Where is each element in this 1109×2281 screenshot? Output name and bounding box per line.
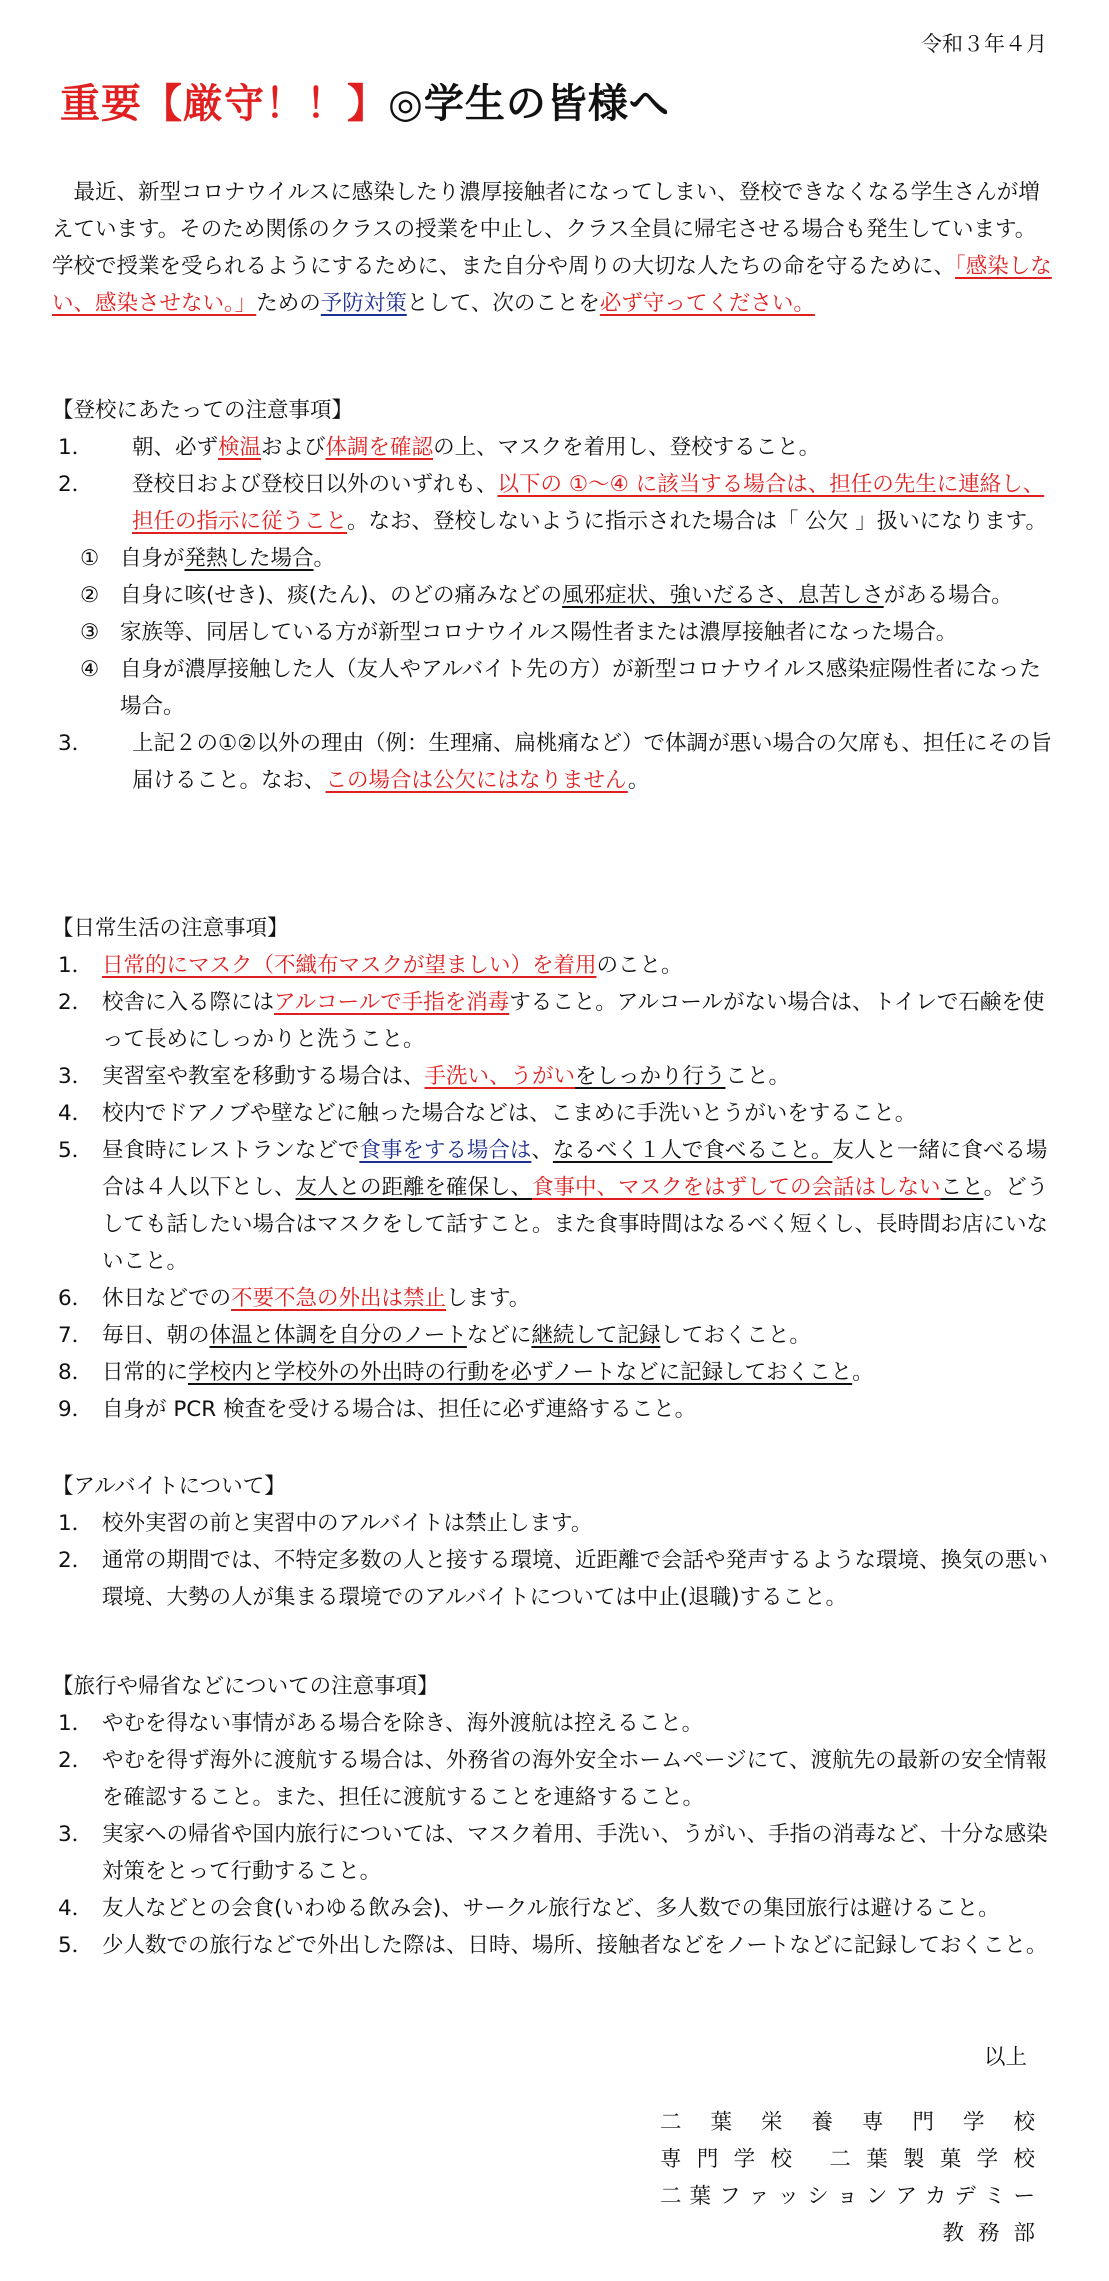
- sub-item: [52, 540, 1062, 577]
- intro-keyword: 予防対策: [320, 291, 407, 316]
- item-text: しておくこと。: [660, 1323, 811, 1348]
- item-text: 校内でドアノブや壁などに触った場合などは、こまめに手洗いとうがいをすること。: [102, 1101, 917, 1126]
- item-number: 3．: [58, 731, 94, 756]
- item-text: やむを得ず海外に渡航する場合は、外務省の海外安全ホームページにて、渡航先の最新の安全情報を確認すること。また、担任に渡航することを連絡すること。: [102, 1748, 1048, 1810]
- item-text: がある場合。: [883, 583, 1013, 608]
- section-heading: 【日常生活の注意事項】: [52, 916, 289, 941]
- list-item: [52, 429, 1062, 466]
- item-number: 2．: [58, 990, 94, 1015]
- item-text: および: [261, 435, 326, 460]
- section-daily-life: [52, 910, 1062, 1428]
- intro-paragraph: [52, 174, 1052, 322]
- list-item: [52, 1705, 1062, 1742]
- list-item: [52, 466, 1062, 540]
- item-text: などに: [466, 1323, 532, 1348]
- item-text: 休日などでの: [102, 1286, 232, 1311]
- sub-item-number: ④: [80, 657, 100, 682]
- intro-text: として、次のことを: [406, 291, 600, 316]
- sub-item: [52, 577, 1062, 614]
- item-emphasis: 発熱した場合: [184, 546, 314, 571]
- list-item: [52, 1816, 1062, 1890]
- list-item: [52, 947, 1062, 984]
- sub-item-number: ①: [80, 546, 100, 571]
- item-number: 2．: [58, 1748, 94, 1773]
- item-number: 1．: [58, 1711, 94, 1736]
- item-number: 3．: [58, 1822, 94, 1847]
- intro-text: 最近、新型コロナウイルスに感染したり濃厚接触者になってしまい、登校できなくなる学生さんが増えています。そのため関係のクラスの授業を中止し、クラス全員に帰宅させる場合も発生しています。学校で授業を受られるようにするために、また自分や周りの大切な人たちの命を守るために、: [52, 180, 1040, 279]
- list-item: [52, 1742, 1062, 1816]
- item-emphasis: 日常的にマスク（不織布マスクが望ましい）を着用: [102, 953, 597, 978]
- item-text: 実家への帰省や国内旅行については、マスク着用、手洗い、うがい、手指の消毒など、十分な感染対策をとって行動すること。: [102, 1822, 1048, 1884]
- list-item: [52, 1505, 1062, 1542]
- item-text: 登校日および登校日以外のいずれも、: [132, 472, 498, 497]
- list-item: [52, 1542, 1062, 1616]
- item-emphasis: なるべく１人で食べること。: [552, 1138, 833, 1163]
- org-name: 二葉ファッションアカデミー: [660, 2184, 1035, 2209]
- intro-slogan: 「感染しない、感染させない。」: [52, 254, 1052, 316]
- list-item: [52, 1391, 1062, 1428]
- intro-emphasis: 必ず守ってください。: [599, 291, 815, 316]
- item-emphasis: こと: [940, 1175, 984, 1200]
- list-item: [52, 725, 1062, 799]
- section-heading: 【登校にあたっての注意事項】: [52, 398, 354, 423]
- item-text: 通常の期間では、不特定多数の人と接する環境、近距離で会話や発声するような環境、換気の悪い環境、大勢の人が集まる環境でのアルバイトについては中止(退職)すること。: [102, 1548, 1049, 1610]
- item-emphasis: アルコールで手指を消毒: [274, 990, 510, 1015]
- sub-item: [52, 614, 1062, 651]
- item-number: 1．: [58, 953, 94, 978]
- list-item: [52, 1890, 1062, 1927]
- sub-item-number: ③: [80, 620, 100, 645]
- item-text: 校外実習の前と実習中のアルバイトは禁止します。: [102, 1511, 593, 1536]
- item-text: 自身が濃厚接触した人（友人やアルバイト先の方）が新型コロナウイルス感染症陽性者になった場合。: [120, 657, 1041, 719]
- section-heading: 【旅行や帰省などについての注意事項】: [52, 1674, 439, 1699]
- item-emphasis: この場合は公欠にはなりません: [325, 768, 628, 793]
- item-emphasis: 風邪症状、強いだるさ、息苦しさ: [562, 583, 884, 608]
- item-text: 朝、必ず: [132, 435, 219, 460]
- sub-item: [52, 651, 1062, 725]
- item-emphasis: 学校内と学校外の外出時の行動を必ずノートなどに記録しておくこと: [188, 1360, 853, 1385]
- section-heading: 【アルバイトについて】: [52, 1474, 286, 1499]
- item-number: 9．: [58, 1397, 94, 1422]
- page-title: [60, 72, 670, 129]
- item-text: 自身が PCR 検査を受ける場合は、担任に必ず連絡すること。: [102, 1397, 697, 1422]
- intro-text: ための: [256, 291, 321, 316]
- item-emphasis: をしっかり行う: [575, 1064, 726, 1089]
- sub-item-number: ②: [80, 583, 100, 608]
- item-number: 7．: [58, 1323, 94, 1348]
- item-text: すること。アルコールがない場合は、トイレで石鹸を使って長めにしっかりと洗うこと。: [102, 990, 1045, 1052]
- item-emphasis: 以下の ①～④ に該当する場合は、担任の先生に連絡し、担任の指示に従うこと: [132, 472, 1045, 534]
- title-main: ◎学生の皆様へ: [388, 81, 670, 127]
- list-item: [52, 1280, 1062, 1317]
- item-text: 。どうしても話したい場合はマスクをして話すこと。また食事時間はなるべく短くし、長時間お店にいないこと。: [102, 1175, 1049, 1274]
- closing-mark: 以上: [983, 2045, 1027, 2070]
- item-number: 5．: [58, 1138, 94, 1163]
- item-number: 4．: [58, 1896, 94, 1921]
- item-text: 上記２の①②以外の理由（例：生理痛、扁桃痛など）で体調が悪い場合の欠席も、担任にその旨届けること。なお、: [132, 731, 1053, 793]
- item-text: します。: [446, 1286, 531, 1311]
- item-text: 毎日、朝の: [102, 1323, 210, 1348]
- item-text: 。なお、登校しないように指示された場合は「 公欠 」扱いになります。: [347, 509, 1047, 534]
- item-emphasis: 継続して記録: [531, 1323, 661, 1348]
- item-text: 自身に咳(せき)、痰(たん)、のどの痛みなどの: [120, 583, 563, 608]
- item-emphasis: 不要不急の外出は禁止: [231, 1286, 447, 1311]
- item-text: 自身が: [120, 546, 185, 571]
- item-emphasis: 体温と体調を自分のノート: [209, 1323, 467, 1348]
- issue-date: 令和３年４月: [921, 32, 1047, 56]
- item-number: 1．: [58, 1511, 94, 1536]
- list-item: [52, 1354, 1062, 1391]
- item-number: 6．: [58, 1286, 94, 1311]
- item-emphasis: 食事中、マスクをはずしての会話はしない: [532, 1175, 941, 1200]
- item-number: 5．: [58, 1933, 94, 1958]
- item-text: 少人数での旅行などで外出した際は、日時、場所、接触者などをノートなどに記録しておくこと。: [102, 1933, 1048, 1958]
- item-text: の上、マスクを着用し、登校すること。: [433, 435, 821, 460]
- item-text: 家族等、同居している方が新型コロナウイルス陽性者または濃厚接触者になった場合。: [120, 620, 958, 645]
- item-emphasis: 手洗い、うがい: [424, 1064, 576, 1089]
- item-number: 4．: [58, 1101, 94, 1126]
- org-name: 専門学校 二葉製菓学校: [660, 2147, 1035, 2172]
- item-emphasis: 体調を確認: [325, 435, 434, 460]
- item-text: 校舎に入る際には: [102, 990, 275, 1015]
- item-text: 。: [627, 768, 650, 793]
- item-emphasis: 検温: [218, 435, 262, 460]
- list-item: [52, 1927, 1062, 1964]
- item-text: 実習室や教室を移動する場合は、: [102, 1064, 425, 1089]
- item-text: 。: [852, 1360, 874, 1385]
- item-text: こと。: [725, 1064, 791, 1089]
- signature-block: [660, 2104, 1049, 2252]
- item-text: 友人などとの会食(いわゆる飲み会)、サークル旅行など、多人数での集団旅行は避けること。: [102, 1896, 1000, 1921]
- list-item: [52, 1317, 1062, 1354]
- item-number: 2．: [58, 472, 94, 497]
- item-text: やむを得ない事情がある場合を除き、海外渡航は控えること。: [102, 1711, 704, 1736]
- item-text: 友人と一緒に食べる場合は４人以下とし、: [102, 1138, 1048, 1200]
- section-travel: [52, 1668, 1062, 1964]
- title-important-label: 重要【厳守！！】: [60, 81, 388, 127]
- item-number: 3．: [58, 1064, 94, 1089]
- item-number: 1．: [58, 435, 94, 460]
- list-item: [52, 1095, 1062, 1132]
- item-emphasis: 友人との距離を確保し、: [295, 1175, 533, 1200]
- item-text: 昼食時にレストランなどで: [102, 1138, 360, 1163]
- list-item: [52, 1132, 1062, 1280]
- item-text: 、: [531, 1138, 553, 1163]
- org-name: 二葉栄養専門学校: [660, 2110, 1035, 2135]
- section-school: [52, 392, 1062, 799]
- item-emphasis: 食事をする場合は: [359, 1138, 532, 1163]
- list-item: [52, 984, 1062, 1058]
- item-text: 。: [313, 546, 336, 571]
- item-number: 2．: [58, 1548, 94, 1573]
- section-part-time: [52, 1468, 1062, 1616]
- item-text: のこと。: [596, 953, 683, 978]
- department-name: 教務部: [942, 2221, 1049, 2246]
- item-number: 8．: [58, 1360, 94, 1385]
- list-item: [52, 1058, 1062, 1095]
- item-text: 日常的に: [102, 1360, 189, 1385]
